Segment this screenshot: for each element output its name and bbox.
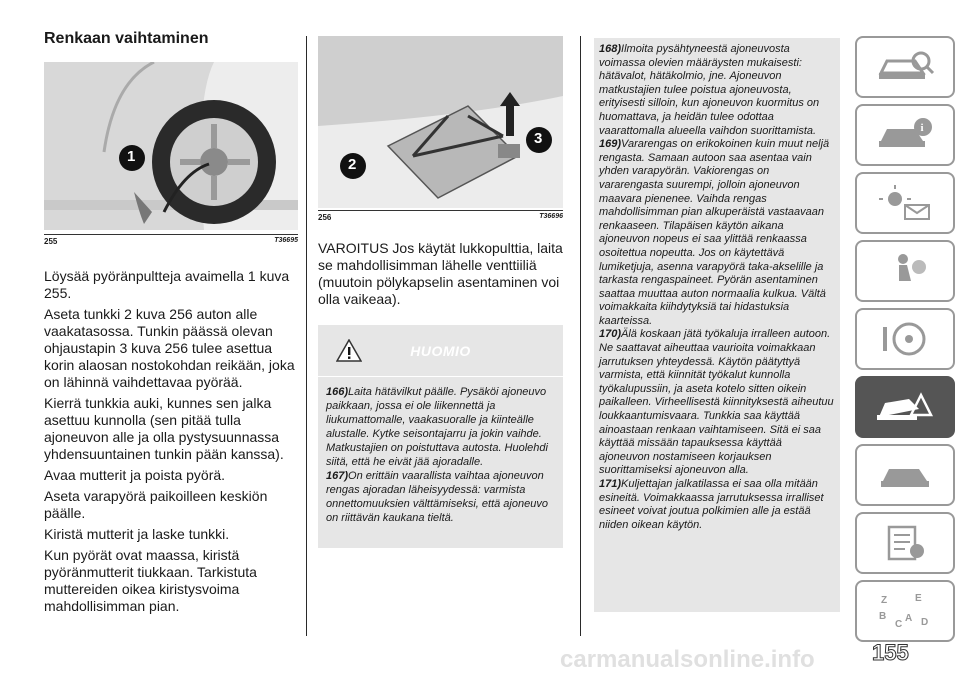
warning-note xyxy=(326,385,555,469)
alphabet-index-icon xyxy=(875,591,935,631)
svg-text:Z: Z xyxy=(881,595,888,606)
steering-wheel-icon xyxy=(875,319,935,359)
warning-lights-icon xyxy=(875,183,935,223)
figure-255-image xyxy=(44,62,298,230)
figure-255-number: 255 xyxy=(44,237,58,246)
page-number: 155 xyxy=(872,640,909,665)
paragraph: Kun pyörät ovat maassa, kiristä pyöränmutterit tiukkaan. Tarkistuta muttereiden oikea kiristysvoima mahdollisimman pian. xyxy=(44,547,257,614)
watermark: carmanualsonline.info xyxy=(560,646,815,673)
airbag-seat-icon xyxy=(875,251,935,291)
warning-note xyxy=(326,469,555,525)
paragraph: Avaa mutterit ja poista pyörä. xyxy=(44,467,226,483)
figure-256-caption xyxy=(318,210,563,222)
figure-256-image xyxy=(318,36,563,208)
note-text: Ilmoita pysähtyneestä ajoneuvosta voimassa olevien määräysten mukaisesti: hätävalot, hätäkolmio, jne. Ajoneuvon matkustajien tulee poistua ajoneuvosta, erityisesti silloin, kun ajoneuvon kuormitus on huomattava, ja heidän tulee odottaa vaarattomalla alueella vaihdon suorittamista. xyxy=(599,43,820,137)
notes-box xyxy=(594,38,840,612)
note-number: 168) xyxy=(599,43,622,55)
note xyxy=(599,328,835,478)
warning-title: HUOMIO xyxy=(410,343,471,359)
note-text: Vararengas on erikokoinen kuin muut neljä rengasta. Samaan autoon saa asentaa vain yhden varapyörän. Vakiorengas on vararengasta suurempi, jolloin ajoneuvon maavara pienenee. Vaihda rengas mahdollisimman pian alkuperäistä vastaavaan renkaaseen. Tilapäisen käytön aikana ajoneuvon nopeus ei saa ylittää renkaassa osoitettua nopeutta. Jos on käytettävä lumiketjuja, asenna varapyörä taka-akselille ja tarkasta rengaspaineet. Pyörän asentaminen saattaa muuttaa auton normaalia kulkua. Vältä voimakkaita kiihdytyksiä tai hidastuksia kaarteissa. xyxy=(599,138,830,327)
section-title: Renkaan vaihtaminen xyxy=(44,30,209,47)
technical-data-icon xyxy=(875,523,935,563)
tab-technical-data[interactable] xyxy=(855,512,955,574)
note-number: 169) xyxy=(599,138,622,151)
paragraph: Löysää pyöränpultteja avaimella 1 kuva 255. xyxy=(44,268,290,301)
paragraph: Aseta varapyörä paikoilleen keskiön päälle. xyxy=(44,488,268,521)
warning-box xyxy=(318,325,563,548)
car-info-icon xyxy=(875,115,935,155)
figure-256-number: 256 xyxy=(318,213,332,222)
column-divider xyxy=(580,36,581,636)
warning-notes xyxy=(318,377,563,525)
tab-maintenance[interactable] xyxy=(855,444,955,506)
note xyxy=(599,43,835,138)
note-text: Laita hätävilkut päälle. Pysäköi ajoneuvo paikkaan, jossa ei ole liikennettä ja liukumattomalle, vaakasuoralle ja kiinteälle alustalle. Kytke seisontajarru ja jokin vaihde. Matkustajien on poistuttava autosta. Huolehdi siitä, että he eivät jää ajoradalle. xyxy=(326,386,548,468)
note-number: 167) xyxy=(326,470,349,482)
tab-lights-messages[interactable] xyxy=(855,172,955,234)
paragraph: Kierrä tunkkia auki, kunnes sen jalka asettuu kunnolla (sen pitää tulla ajoneuvon alle ja olla pystysuunnassa yhdensuuntainen tunkin pään kanssa). xyxy=(44,395,284,462)
tab-car-overview[interactable] xyxy=(855,36,955,98)
figure-255-caption xyxy=(44,234,298,246)
note xyxy=(599,478,835,532)
note-number: 171) xyxy=(599,478,622,490)
note-text: On erittäin vaarallista vaihtaa ajoneuvon rengas ajoradan läheisyydessä: varmista onnettomuuksien välttämiseksi, että ajoneuvo on riittävän kaukana tieltä. xyxy=(326,470,548,524)
svg-text:i: i xyxy=(920,122,924,134)
note-number: 166) xyxy=(326,386,349,398)
car-emergency-icon xyxy=(875,387,935,427)
car-service-icon xyxy=(875,455,935,495)
tab-index[interactable] xyxy=(855,580,955,642)
paragraph: Kiristä mutterit ja laske tunkki. xyxy=(44,526,230,542)
warning-header xyxy=(318,325,563,377)
tab-car-info[interactable] xyxy=(855,104,955,166)
svg-text:C: C xyxy=(895,619,903,630)
note-number: 170) xyxy=(599,328,622,341)
note xyxy=(599,138,835,328)
column-divider xyxy=(306,36,307,636)
paragraph: Aseta tunkki 2 kuva 256 auton alle vaakatasossa. Tunkin päässä olevan ohjaustapin 3 kuva 256 tulee asettua korin alaosan nostokohdan reikään, joka on lähinnä vaihdettavaa pyörää. xyxy=(44,306,295,390)
tab-safety[interactable] xyxy=(855,240,955,302)
column-1-text xyxy=(44,268,300,619)
figure-255-callout-1: 1 xyxy=(127,148,136,165)
tab-starting-driving[interactable] xyxy=(855,308,955,370)
figure-256-callout-2: 2 xyxy=(348,156,357,173)
tab-emergency[interactable] xyxy=(855,376,955,438)
note-text: Älä koskaan jätä työkaluja irralleen autoon. Ne saattavat aiheuttaa vaurioita voimakkaan jarrutuksen yhteydessä. Käytön päätyttyä varmista, että kiinnität työkalut kunnolla työkalupussiin, ja aseta kotelo sitten oikein paikalleen. Virheellisestä kiinnityksestä aiheutuu loukkaantumisvaara. Tunkkia saa käyttää ainoastaan renkaan vaihtamiseen. Sitä ei saa käyttää missään tapauksessa käyttää ajoneuvon nostamiseen korjauksen suorittamiseksi ajoneuvon alla. xyxy=(599,328,834,477)
note-text: Kuljettajan jalkatilassa ei saa olla mitään esineitä. Voimakkaassa jarrutuksessa irralliset esineet voivat joutua polkimien alle ja estää niiden oikean käytön. xyxy=(599,478,824,531)
svg-text:D: D xyxy=(921,617,929,628)
column-2-text xyxy=(318,240,564,312)
chapter-tabs xyxy=(855,36,955,648)
warning-paragraph: VAROITUS Jos käytät lukkopulttia, laita se mahdollisimman lähelle venttiiliä (muutoin pölykapselin asentaminen voi olla vaikeaa). xyxy=(318,240,563,307)
svg-text:B: B xyxy=(879,611,887,622)
figure-256-code: T36696 xyxy=(539,213,563,220)
svg-text:A: A xyxy=(905,613,913,624)
car-magnifier-icon xyxy=(875,47,935,87)
figure-256-callout-3: 3 xyxy=(534,130,543,147)
figure-255-code: T36695 xyxy=(274,237,298,244)
svg-text:E: E xyxy=(915,593,922,604)
